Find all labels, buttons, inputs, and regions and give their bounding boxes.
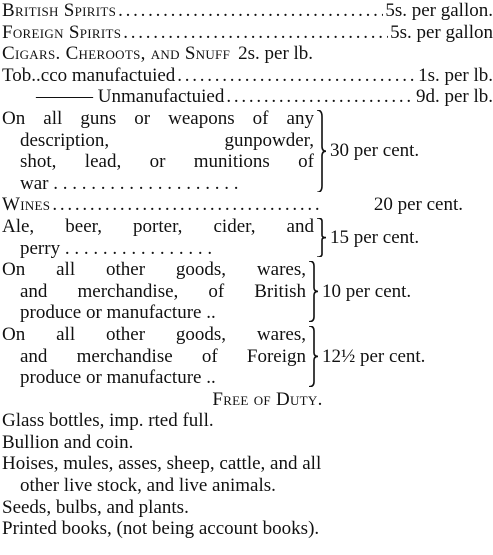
duty-text-line: produce or manufacture .. (20, 302, 216, 324)
duty-group-foreign-goods (2, 324, 493, 389)
brace-icon (308, 261, 318, 322)
duty-text-line (2, 173, 314, 195)
leader-dots: . . . . . . . . . . . . . . . . . . . . (53, 172, 239, 194)
duty-rate: 2s. per lb. (238, 43, 314, 65)
duty-row-british-spirits (2, 0, 493, 22)
duty-group-guns (2, 108, 493, 194)
duty-row-foreign-spirits (2, 22, 493, 44)
duty-rate: 5s. per gallon. (385, 0, 493, 21)
duty-rate: 9d. per lb. (415, 86, 493, 108)
leader-dots (121, 22, 388, 44)
free-item-glass-bottles (2, 410, 493, 432)
duty-label: ——— Unmanufactuied (36, 86, 225, 108)
duty-label: Foreign Spirits (2, 21, 122, 43)
free-item-printed-books (2, 518, 493, 540)
free-item-text: Glass bottles, imp. rted full. (2, 410, 214, 432)
brace-icon (308, 326, 318, 387)
duty-rate: 15 per cent. (330, 226, 420, 248)
duty-rate: 12½ per cent. (322, 345, 426, 367)
duty-label: Cigars. Cheroots, and Snuff (2, 43, 231, 65)
free-item-seeds (2, 497, 493, 519)
duty-label: British Spirits (2, 0, 117, 21)
duty-rate: 30 per cent. (330, 140, 420, 162)
duty-text-line: and merchandise, of British (20, 280, 306, 302)
free-item-text: Hoises, mules, asses, sheep, cattle, and all (2, 453, 322, 475)
duty-row-wines (2, 194, 493, 216)
free-item-text: Seeds, bulbs, and plants. (2, 496, 189, 518)
duty-group-text (2, 216, 314, 259)
free-item-livestock (2, 453, 493, 496)
free-item-bullion (2, 432, 493, 454)
leader-dots (50, 194, 372, 216)
duty-row-tobacco-unmanufactured (2, 86, 493, 108)
duty-text-line: and merchandise of Foreign (20, 345, 306, 367)
duty-text-line: On all other goods, wares, (2, 259, 306, 281)
leader-dots: . . . . . . . . . . . . . . . . (64, 237, 213, 259)
duty-text-word: war (20, 172, 49, 194)
duty-text-line: shot, lead, or munitions of (20, 151, 314, 173)
free-item-text: Printed books, (not being account books). (2, 518, 320, 540)
leader-dots (224, 86, 414, 108)
duty-text-line: On all guns or weapons of any (2, 107, 314, 129)
duty-text-line (2, 238, 314, 260)
duty-row-tobacco-manufactured (2, 65, 493, 87)
duty-label: Wines (2, 194, 51, 216)
duty-group-ale (2, 216, 493, 259)
duty-group-text (2, 324, 306, 389)
leader-dots (116, 0, 383, 22)
duty-text-word: perry (20, 237, 61, 259)
duty-label: Tob..cco manufactuied (2, 64, 176, 86)
duty-rate: 10 per cent. (322, 280, 412, 302)
duty-text-line: description, gunpowder, (20, 129, 314, 151)
duty-group-text (2, 108, 314, 194)
brace-icon (316, 110, 326, 192)
duty-text-line: produce or manufacture .. (20, 367, 216, 389)
duty-group-text (2, 259, 306, 324)
free-item-text: Bullion and coin. (2, 431, 134, 453)
duty-group-british-goods (2, 259, 493, 324)
duty-text-line: Ale, beer, porter, cider, and (2, 215, 314, 237)
free-item-continuation: other live stock, and live animals. (20, 475, 276, 497)
duty-rate: 5s. per gallon (390, 21, 493, 43)
duty-rate: 1s. per lb. (418, 64, 493, 86)
brace-icon (316, 218, 326, 257)
duty-text-line: On all other goods, wares, (2, 323, 306, 345)
leader-dots (175, 65, 416, 87)
duty-row-cigars (2, 43, 493, 65)
free-of-duty-heading: Free of Duty. (212, 388, 323, 410)
duty-rate: 20 per cent. (373, 194, 463, 216)
